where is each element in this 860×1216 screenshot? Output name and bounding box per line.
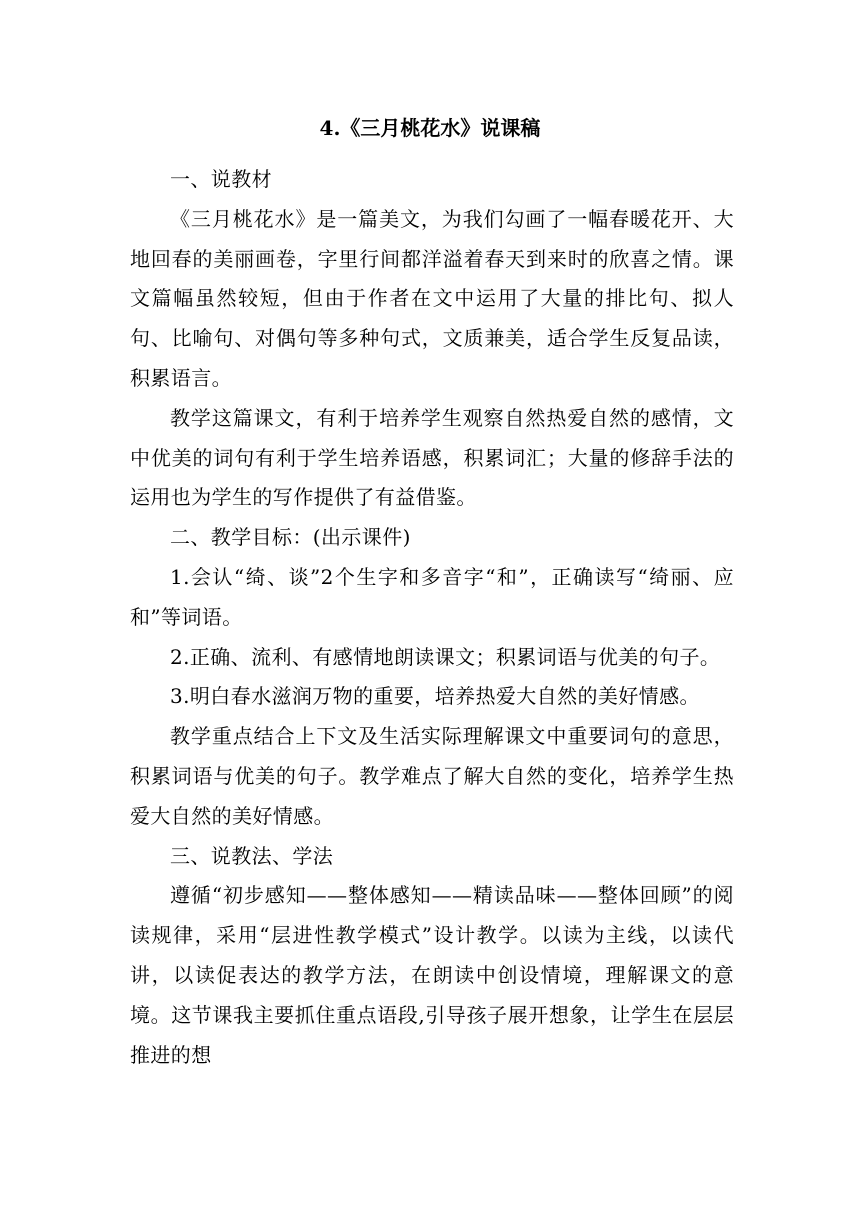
- paragraph-methods: 遵循“初步感知——整体感知——精读品味——整体回顾”的阅读规律，采用“层进性教学模式”设计教学。以读为主线，以读代讲，以读促表达的教学方法，在朗读中创设情境，理解课文的意境。这节课我主要抓住重点语段,引导孩子展开想象，让学生在层层推进的想: [130, 883, 734, 1067]
- section-heading-objectives: 二、教学目标：(出示课件): [170, 525, 411, 550]
- paragraph-text-intro: 《三月桃花水》是一篇美文，为我们勾画了一幅春暖花开、大地回春的美丽画卷，字里行间都洋溢着春天到来时的欣喜之情。课文篇幅虽然较短，但由于作者在文中运用了大量的排比句、拟人句、比喻句、对偶句等多种句式，文质兼美，适合学生反复品读，积累语言。: [130, 206, 734, 390]
- paragraph-teaching-value: 教学这篇课文，有利于培养学生观察自然热爱自然的感情，文中优美的词句有利于学生培养语感，积累词汇；大量的修辞手法的运用也为学生的写作提供了有益借鉴。: [130, 405, 734, 510]
- document-body: [130, 160, 734, 1075]
- objective-item-1: 1.会认“绮、谈”2个生字和多音字“和”，正确读写“绮丽、应和”等词语。: [130, 564, 734, 629]
- objective-item-3: 3.明白春水滋润万物的重要，培养热爱大自然的美好情感。: [170, 684, 700, 709]
- section-heading-methods: 三、说教法、学法: [170, 843, 334, 868]
- objective-item-2: 2.正确、流利、有感情地朗读课文；积累词语与优美的句子。: [170, 644, 721, 669]
- paragraph-key-points: 教学重点结合上下文及生活实际理解课文中重要词句的意思，积累词语与优美的句子。教学难点了解大自然的变化，培养学生热爱大自然的美好情感。: [130, 724, 734, 828]
- section-heading-teaching-material: 一、说教材: [170, 167, 272, 191]
- document-title: 4.《三月桃花水》说课稿: [319, 116, 541, 140]
